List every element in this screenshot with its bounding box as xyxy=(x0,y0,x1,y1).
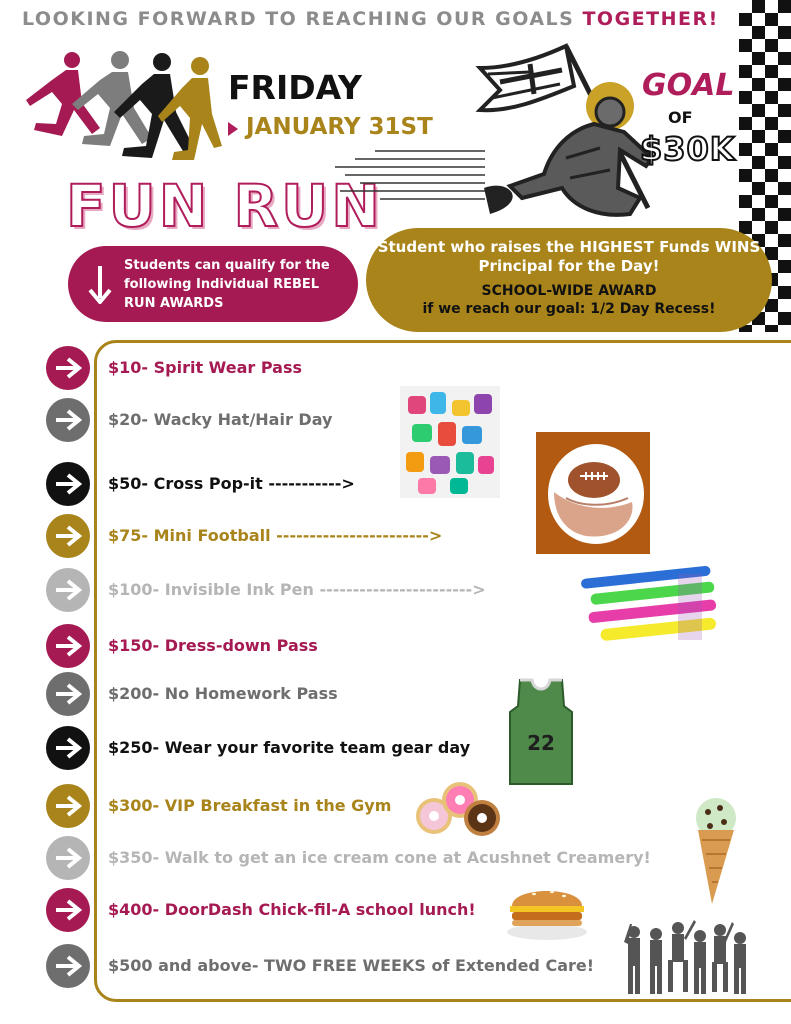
reward-label: $100- Invisible Ink Pen -----------------------> xyxy=(108,580,486,599)
event-day: FRIDAY xyxy=(228,68,362,107)
jersey-number: 22 xyxy=(527,731,555,755)
reward-label: $200- No Homework Pass xyxy=(108,684,338,703)
reward-label: $50- Cross Pop-it -----------> xyxy=(108,474,355,493)
goal-of-text: OF xyxy=(668,108,693,127)
arrow-circle-icon xyxy=(46,346,90,390)
top-prize-text: Student who raises the HIGHEST Funds WINS Principal for the Day! xyxy=(377,238,761,275)
arrow-circle-icon xyxy=(46,726,90,770)
date-arrow-icon xyxy=(228,122,238,136)
arrow-circle-icon xyxy=(46,836,90,880)
kids-silhouettes-image xyxy=(624,920,750,996)
arrow-circle-icon xyxy=(46,888,90,932)
school-wide-award-detail: if we reach our goal: 1/2 Day Recess! xyxy=(422,301,716,317)
arrow-circle-icon xyxy=(46,398,90,442)
arrow-circle-icon xyxy=(46,568,90,612)
goal-amount: $30K xyxy=(640,130,736,168)
mini-football-image xyxy=(536,432,650,554)
event-date: JANUARY 31ST xyxy=(246,114,433,140)
arrow-circle-icon xyxy=(46,514,90,558)
goal-heading: GOAL xyxy=(642,68,735,103)
donuts-image xyxy=(410,780,506,842)
pop-it-toys-image xyxy=(400,386,500,498)
qualify-callout xyxy=(68,246,358,322)
banner-accent-text: TOGETHER! xyxy=(582,8,719,30)
arrow-circle-icon xyxy=(46,462,90,506)
reward-label: $75- Mini Football -----------------------> xyxy=(108,526,443,545)
arrow-circle-icon xyxy=(46,672,90,716)
team-jersey-image xyxy=(506,678,576,786)
arrow-circle-icon xyxy=(46,784,90,828)
reward-label: $10- Spirit Wear Pass xyxy=(108,358,302,377)
banner-text: LOOKING FORWARD TO REACHING OUR GOALS xyxy=(22,8,583,30)
school-wide-award xyxy=(366,282,772,318)
reward-label: $20- Wacky Hat/Hair Day xyxy=(108,410,333,429)
reward-label: $250- Wear your favorite team gear day xyxy=(108,738,471,757)
rebel-mascot-illustration xyxy=(470,38,660,223)
reward-label: $150- Dress-down Pass xyxy=(108,636,318,655)
arrow-circle-icon xyxy=(46,624,90,668)
ice-cream-cone-image xyxy=(690,796,740,906)
reward-label: $350- Walk to get an ice cream cone at Acushnet Creamery! xyxy=(108,848,651,867)
award-callout xyxy=(366,228,772,332)
top-banner xyxy=(22,8,732,30)
speed-lines-graphic xyxy=(335,145,485,205)
reward-label: $300- VIP Breakfast in the Gym xyxy=(108,796,392,815)
chicken-sandwich-image xyxy=(504,880,590,942)
invisible-ink-pens-image xyxy=(578,566,722,650)
arrow-circle-icon xyxy=(46,944,90,988)
runners-illustration xyxy=(12,48,222,178)
down-arrow-icon xyxy=(88,264,112,304)
reward-label: $500 and above- TWO FREE WEEKS of Extended Care! xyxy=(108,956,595,975)
qualify-text: Students can qualify for the following Individual REBEL RUN AWARDS xyxy=(124,258,330,311)
event-title: FUN RUN xyxy=(66,172,383,240)
reward-label: $400- DoorDash Chick-fil-A school lunch! xyxy=(108,900,476,919)
school-wide-award-title: SCHOOL-WIDE AWARD xyxy=(481,283,657,299)
